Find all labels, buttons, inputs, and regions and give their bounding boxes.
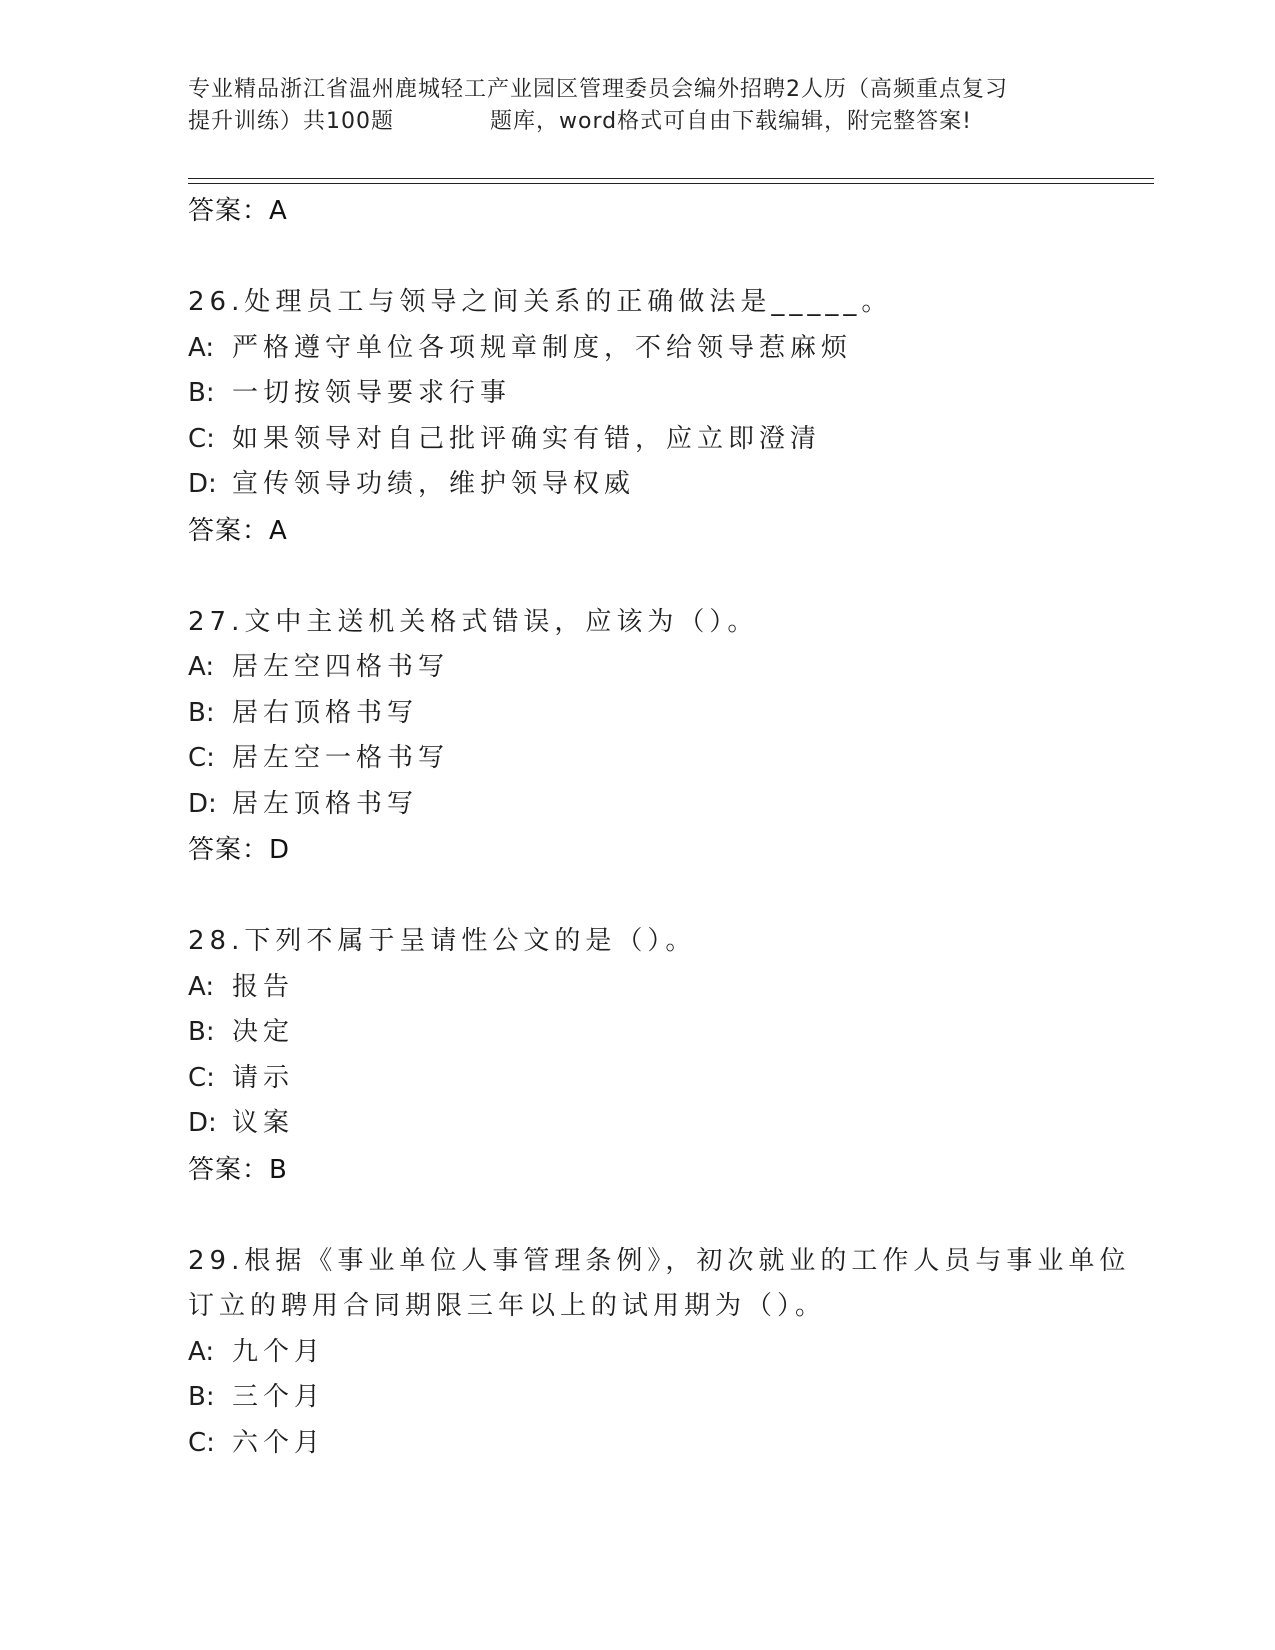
option-text: 宣传领导功绩，维护领导权威 <box>232 469 636 499</box>
document-header <box>188 74 1088 138</box>
option-letter: A: <box>188 652 215 682</box>
option-a <box>188 965 1148 1011</box>
option-c <box>188 1421 1148 1467</box>
option-b <box>188 691 1148 737</box>
question-27 <box>188 600 1148 874</box>
header-rule-bottom <box>188 183 1154 184</box>
question-list <box>188 188 1148 1466</box>
option-text: 居左顶格书写 <box>232 788 419 819</box>
header-line-2 <box>188 106 1088 138</box>
header-rule-top <box>188 178 1154 179</box>
option-b <box>188 371 1148 417</box>
option-letter: D: <box>188 1108 217 1138</box>
question-stem-line-2: 订立的聘用合同期限三年以上的试用期为（）。 <box>188 1291 827 1321</box>
answer-27: 答案：D <box>188 835 291 865</box>
option-a <box>188 326 1148 372</box>
header-line-2-part-a: 提升训练）共100题 <box>188 109 394 134</box>
option-text: 九个月 <box>232 1336 326 1367</box>
option-letter: D: <box>188 788 217 819</box>
option-letter: A: <box>188 332 215 363</box>
question-29 <box>188 1239 1148 1467</box>
option-text: 议案 <box>232 1108 295 1138</box>
option-letter: B: <box>188 697 215 728</box>
option-a <box>188 1330 1148 1376</box>
option-text: 请示 <box>232 1062 295 1093</box>
option-letter: A: <box>188 1336 215 1367</box>
option-text: 一切按领导要求行事 <box>232 378 512 408</box>
answer-28: 答案：B <box>188 1154 288 1185</box>
option-text: 六个月 <box>232 1427 326 1458</box>
option-text: 如果领导对自己批评确实有错，应立即澄清 <box>232 423 822 454</box>
option-c <box>188 417 1148 463</box>
option-letter: B: <box>188 378 215 408</box>
answer-25: 答案：A <box>188 196 288 226</box>
header-line-2-part-b: 题库，word格式可自由下载编辑，附完整答案! <box>490 109 972 134</box>
option-text: 决定 <box>232 1017 295 1047</box>
question-28 <box>188 919 1148 1193</box>
option-text: 严格遵守单位各项规章制度，不给领导惹麻烦 <box>232 332 853 363</box>
option-letter: A: <box>188 971 215 1002</box>
option-c <box>188 1056 1148 1102</box>
option-d <box>188 1101 1148 1147</box>
option-letter: C: <box>188 1427 215 1458</box>
option-letter: B: <box>188 1017 215 1047</box>
option-d <box>188 782 1148 828</box>
question-stem-line-1: 29.根据《事业单位人事管理条例》，初次就业的工作人员与事业单位 <box>188 1245 1131 1276</box>
option-letter: C: <box>188 423 215 454</box>
answer-26: 答案：A <box>188 515 288 546</box>
option-letter: C: <box>188 743 215 773</box>
option-b <box>188 1375 1148 1421</box>
option-d <box>188 462 1148 508</box>
option-text: 三个月 <box>232 1382 326 1412</box>
option-letter: C: <box>188 1062 215 1093</box>
option-text: 居左空四格书写 <box>232 652 450 682</box>
option-a <box>188 645 1148 691</box>
question-stem: 26.处理员工与领导之间关系的正确做法是_____。 <box>188 287 893 317</box>
option-c <box>188 736 1148 782</box>
question-26 <box>188 280 1148 554</box>
option-letter: B: <box>188 1382 215 1412</box>
header-line-1: 专业精品浙江省温州鹿城轻工产业园区管理委员会编外招聘2人历（高频重点复习 <box>188 77 1008 102</box>
option-text: 居左空一格书写 <box>232 743 450 773</box>
option-text: 报告 <box>232 971 295 1002</box>
question-stem: 28.下列不属于呈请性公文的是（）。 <box>188 926 697 956</box>
option-text: 居右顶格书写 <box>232 697 419 728</box>
question-stem: 27.文中主送机关格式错误，应该为（）。 <box>188 606 759 637</box>
option-letter: D: <box>188 469 217 499</box>
option-b <box>188 1010 1148 1056</box>
